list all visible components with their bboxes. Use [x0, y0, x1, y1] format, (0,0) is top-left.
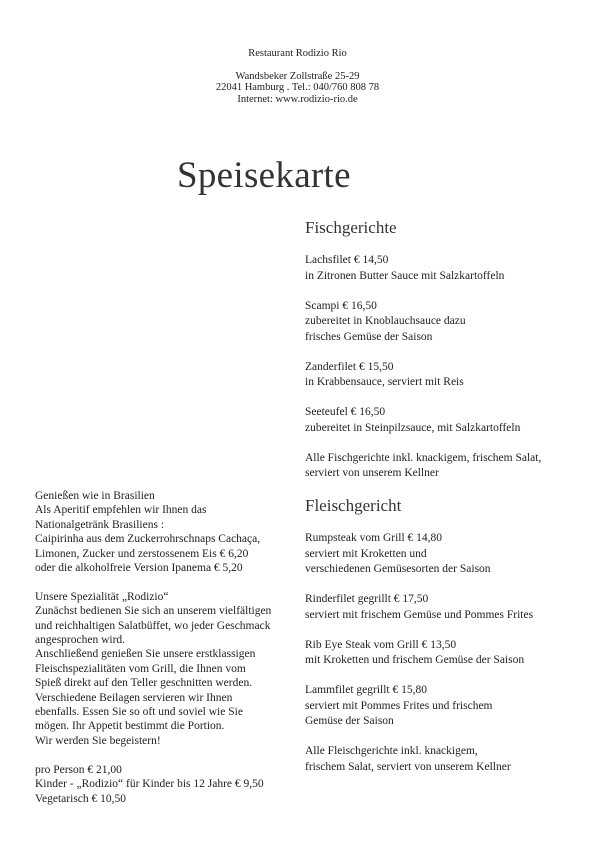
fish-dish-item	[305, 299, 585, 346]
info-line: Genießen wie in Brasilien	[35, 490, 155, 502]
info-line: Unsere Spezialität „Rodizio“	[35, 590, 169, 603]
section-heading-meat: Fleischgericht	[305, 496, 402, 515]
website: Internet: www.rodizio-rio.de	[237, 93, 358, 105]
info-line: Nationalgetränk Brasiliens :	[35, 518, 165, 531]
dish-description-line: serviert von unserem Kellner	[305, 467, 439, 479]
restaurant-header	[0, 48, 595, 105]
street-address: Wandsbeker Zollstraße 25-29	[235, 70, 360, 82]
dish-name-price: Scampi € 16,50	[305, 299, 377, 312]
info-paragraph	[35, 489, 290, 575]
dish-name-price: Seeteufel € 16,50	[305, 406, 386, 418]
dish-description-line: in Zitronen Butter Sauce mit Salzkartoffeln	[305, 269, 505, 282]
info-line: Wir werden Sie begeistern!	[35, 734, 161, 747]
meat-dish-list	[305, 531, 585, 775]
left-column	[35, 489, 290, 820]
dish-name-price: Lachsfilet € 14,50	[305, 254, 389, 266]
city-phone: 22041 Hamburg . Tel.: 040/760 808 78	[215, 82, 380, 93]
dish-description-line: zubereitet in Knoblauchsauce dazu	[305, 315, 466, 327]
info-line: Fleischspezialitäten vom Grill, die Ihnen vom	[35, 662, 246, 675]
meat-dish-item	[305, 638, 585, 669]
dish-description-line: serviert mit Pommes Frites und frischem	[305, 699, 493, 712]
dish-description-line: Gemüse der Saison	[305, 715, 394, 727]
meat-dish-item	[305, 531, 585, 578]
meat-dish-item	[305, 592, 585, 623]
info-line: Vegetarisch € 10,50	[35, 792, 127, 805]
info-paragraph	[35, 763, 290, 806]
dish-name-price: Lammfilet gegrillt € 15,80	[305, 684, 428, 696]
fish-dish-item	[305, 253, 585, 284]
info-line: Als Aperitif empfehlen wir Ihnen das	[35, 504, 207, 517]
info-line: Kinder - „Rodizio“ für Kinder bis 12 Jahre € 9,50	[35, 778, 264, 791]
info-line: pro Person € 21,00	[35, 763, 122, 776]
info-line: Verschiedene Beilagen servieren wir Ihnen	[35, 691, 233, 704]
restaurant-name: Restaurant Rodizio Rio	[248, 48, 347, 59]
dish-name-price: Rinderfilet gegrillt € 17,50	[305, 593, 429, 605]
dish-description-line: frischem Salat, serviert von unserem Kellner	[305, 760, 511, 773]
page-title: Speisekarte	[177, 155, 351, 196]
dish-name-price: Zanderfilet € 15,50	[305, 360, 394, 373]
dish-name-price: Alle Fleischgerichte inkl. knackigem,	[305, 745, 478, 757]
dish-description-line: zubereitet in Steinpilzsauce, mit Salzkartoffeln	[305, 421, 521, 434]
info-paragraph	[35, 590, 290, 748]
dish-description-line: verschiedenen Gemüsesorten der Saison	[305, 563, 491, 575]
dish-description-line: in Krabbensauce, serviert mit Reis	[305, 376, 464, 388]
info-line: ebenfalls. Essen Sie so oft und soviel wie Sie	[35, 706, 243, 719]
info-line: Limonen, Zucker und zerstossenem Eis € 6,20	[35, 547, 249, 560]
dish-description-line: frisches Gemüse der Saison	[305, 330, 433, 343]
fish-dish-list	[305, 253, 585, 482]
info-line: angesprochen wird.	[35, 634, 126, 647]
info-line: oder die alkoholfreie Version Ipanema € 5,20	[35, 562, 243, 575]
right-column	[305, 218, 585, 790]
fish-dish-item	[305, 405, 585, 436]
info-line: Spieß direkt auf den Teller geschnitten werden.	[35, 677, 253, 690]
dish-description-line: serviert mit Kroketten und	[305, 547, 427, 560]
dish-name-price: Rib Eye Steak vom Grill € 13,50	[305, 638, 457, 651]
info-line: Caipirinha aus dem Zuckerrohrschnaps Cachaça,	[35, 533, 261, 546]
dish-description-line: serviert mit frischem Gemüse und Pommes Frites	[305, 608, 534, 621]
fish-dish-item	[305, 360, 585, 391]
meat-dish-item	[305, 683, 585, 730]
section-heading-fish: Fischgerichte	[305, 218, 397, 237]
info-line: und reichhaltigen Salatbüffet, wo jeder Geschmack	[35, 619, 271, 632]
fish-dish-item	[305, 451, 585, 482]
meat-dish-item	[305, 744, 585, 775]
info-line: Anschließend genießen Sie unsere erstklassigen	[35, 648, 256, 661]
info-line: mögen. Ihr Appetit bestimmt die Portion.	[35, 720, 225, 733]
dish-description-line: mit Kroketten und frischem Gemüse der Saison	[305, 654, 525, 666]
info-line: Zunächst bedienen Sie sich an unserem vielfältigen	[35, 605, 272, 618]
dish-name-price: Alle Fischgerichte inkl. knackigem, frischem Salat,	[305, 451, 542, 464]
dish-name-price: Rumpsteak vom Grill € 14,80	[305, 532, 443, 544]
